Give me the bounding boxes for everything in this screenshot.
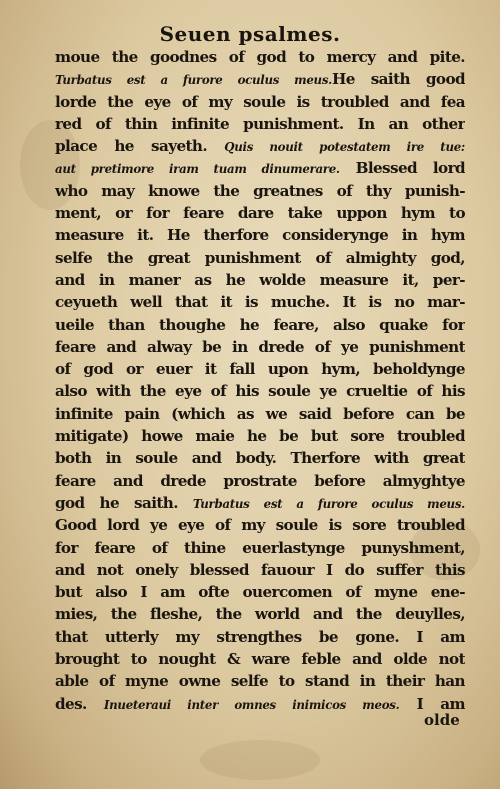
text-run: god he saith. [55,493,193,512]
text-line [55,670,465,692]
text-line [55,470,465,492]
latin-quotation: aut pretimore iram tuam dinumerare. [55,162,340,177]
text-line [55,403,465,425]
text-run: mies, the fleshe, the world and the deuylles, [55,605,465,624]
text-line [55,648,465,670]
text-run: feare and drede prostrate before almyghtye [55,471,465,490]
latin-quotation: Quis nouit potestatem ire tue: [224,140,465,155]
text-line [55,581,465,603]
text-run: who may knowe the greatnes of thy punish- [55,181,465,200]
text-run: measure it. He therfore considerynge in hym [55,226,465,245]
text-line [55,314,465,336]
latin-quotation: Turbatus est a furore oculus meus. [55,73,332,88]
text-line [55,68,465,90]
text-run: red of thin infinite punishment. In an other [55,114,465,133]
text-run: des. [55,694,104,713]
text-line [55,492,465,514]
text-line [55,559,465,581]
running-header: Seuen psalmes. [159,22,341,46]
text-line [55,336,465,358]
catchword: olde [424,711,460,729]
text-line [55,425,465,447]
text-line [55,135,465,157]
text-run: of god or euer it fall upon hym, beholdynge [55,360,465,379]
text-line [55,247,465,269]
text-line [55,358,465,380]
paper-stain [200,740,320,780]
text-line [55,269,465,291]
text-line [55,447,465,469]
text-run: ment, or for feare dare take uppon hym to [55,204,465,223]
text-line [55,157,465,179]
text-run: ueile than thoughe he feare, also quake for [55,315,465,334]
text-line [55,537,465,559]
text-run: lorde the eye of my soule is troubled and fea [55,92,465,111]
text-run: brought to nought & ware feble and olde not [55,650,465,669]
text-line [55,514,465,536]
text-run: Blessed lord [339,159,465,178]
text-line [55,202,465,224]
text-run: selfe the great punishment of almighty god, [55,248,465,267]
text-line [55,693,465,715]
latin-quotation: Inueteraui inter omnes inimicos meos. [103,697,400,712]
text-line [55,603,465,625]
text-line [55,180,465,202]
text-run: both in soule and body. Therfore with great [55,449,465,468]
latin-quotation: Turbatus est a furore oculus meus. [192,496,465,511]
text-line [55,291,465,313]
text-run: that utterly my strengthes be gone. I am [55,627,465,646]
text-run: Good lord ye eye of my soule is sore troubled [55,516,465,535]
text-line [55,113,465,135]
text-run: but also I am ofte ouercomen of myne ene- [55,583,465,602]
text-line [55,91,465,113]
text-run: ceyueth well that it is muche. It is no mar- [55,293,465,312]
text-run: place he sayeth. [55,137,225,156]
text-run: for feare of thine euerlastynge punyshment, [55,538,465,557]
text-run: He saith good [331,70,465,89]
text-line [55,380,465,402]
text-run: able of myne owne selfe to stand in their han [55,672,465,691]
text-run: infinite pain (which as we said before can be [55,404,465,423]
text-run: I am [399,694,465,713]
text-run: also with the eye of his soule ye crueltie of his [55,382,465,401]
body-text [55,46,465,715]
text-run: moue the goodnes of god to mercy and pite. [55,48,465,66]
text-run: feare and alway be in drede of ye punishment [55,337,465,356]
text-run: and not onely blessed fauour I do suffer this [55,560,465,579]
text-line [55,626,465,648]
text-line [55,224,465,246]
text-line [55,46,465,68]
text-run: and in maner as he wolde measure it, per- [55,270,465,289]
text-run: mitigate) howe maie he be but sore troubled [55,427,465,446]
